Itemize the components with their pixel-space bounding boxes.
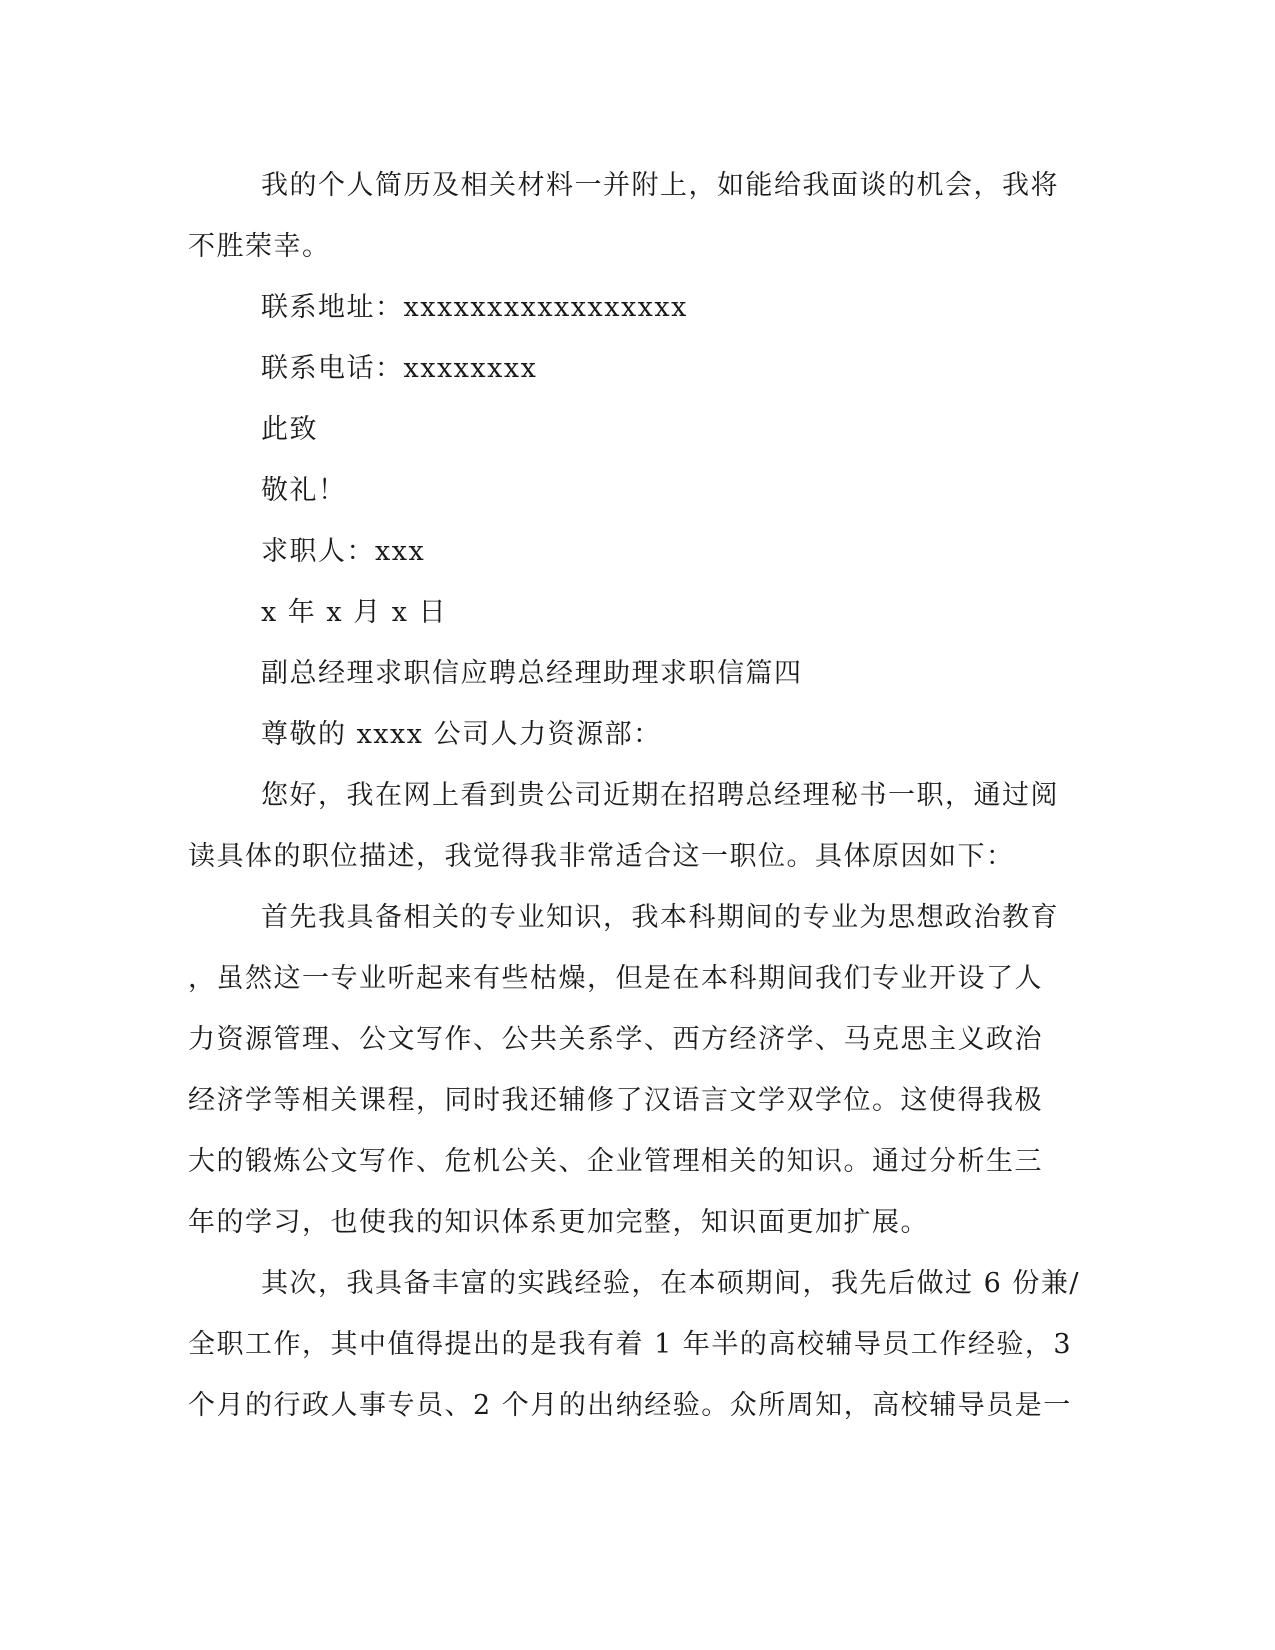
text-line: 全职工作，其中值得提出的是我有着 1 年半的高校辅导员工作经验，3 [188, 1329, 1073, 1360]
salutation-line: 敬礼！ [261, 475, 347, 506]
letter-greeting: 尊敬的 xxxx 公司人力资源部： [261, 719, 662, 750]
text-line: 力资源管理、公文写作、公共关系学、西方经济学、马克思主义政治 [188, 1024, 1043, 1055]
closing-line: 此致 [261, 414, 318, 445]
text-line: 大的锻炼公文写作、危机公关、企业管理相关的知识。通过分析生三 [188, 1146, 1043, 1177]
contact-address-line: 联系地址：xxxxxxxxxxxxxxxxx [261, 292, 688, 323]
text-line: 其次，我具备丰富的实践经验，在本硕期间，我先后做过 6 份兼/ [261, 1268, 1080, 1299]
text-line: 不胜荣幸。 [188, 231, 331, 262]
text-line: 首先我具备相关的专业知识，我本科期间的专业为思想政治教育 [261, 902, 1059, 933]
date-line: x 年 x 月 x 日 [261, 597, 448, 628]
section-title: 副总经理求职信应聘总经理助理求职信篇四 [261, 658, 803, 689]
text-line: 读具体的职位描述，我觉得我非常适合这一职位。具体原因如下： [188, 841, 1015, 872]
text-line: 我的个人简历及相关材料一并附上，如能给我面谈的机会，我将 [261, 170, 1059, 201]
applicant-line: 求职人：xxx [261, 536, 426, 567]
text-line: ，虽然这一专业听起来有些枯燥，但是在本科期间我们专业开设了人 [188, 963, 1043, 994]
text-line: 您好，我在网上看到贵公司近期在招聘总经理秘书一职，通过阅 [261, 780, 1059, 811]
contact-phone-line: 联系电话：xxxxxxxx [261, 353, 538, 384]
text-line: 个月的行政人事专员、2 个月的出纳经验。众所周知，高校辅导员是一 [188, 1390, 1072, 1421]
text-line: 年的学习，也使我的知识体系更加完整，知识面更加扩展。 [188, 1207, 929, 1238]
text-line: 经济学等相关课程，同时我还辅修了汉语言文学双学位。这使得我极 [188, 1085, 1043, 1116]
document-body [188, 155, 1080, 1436]
